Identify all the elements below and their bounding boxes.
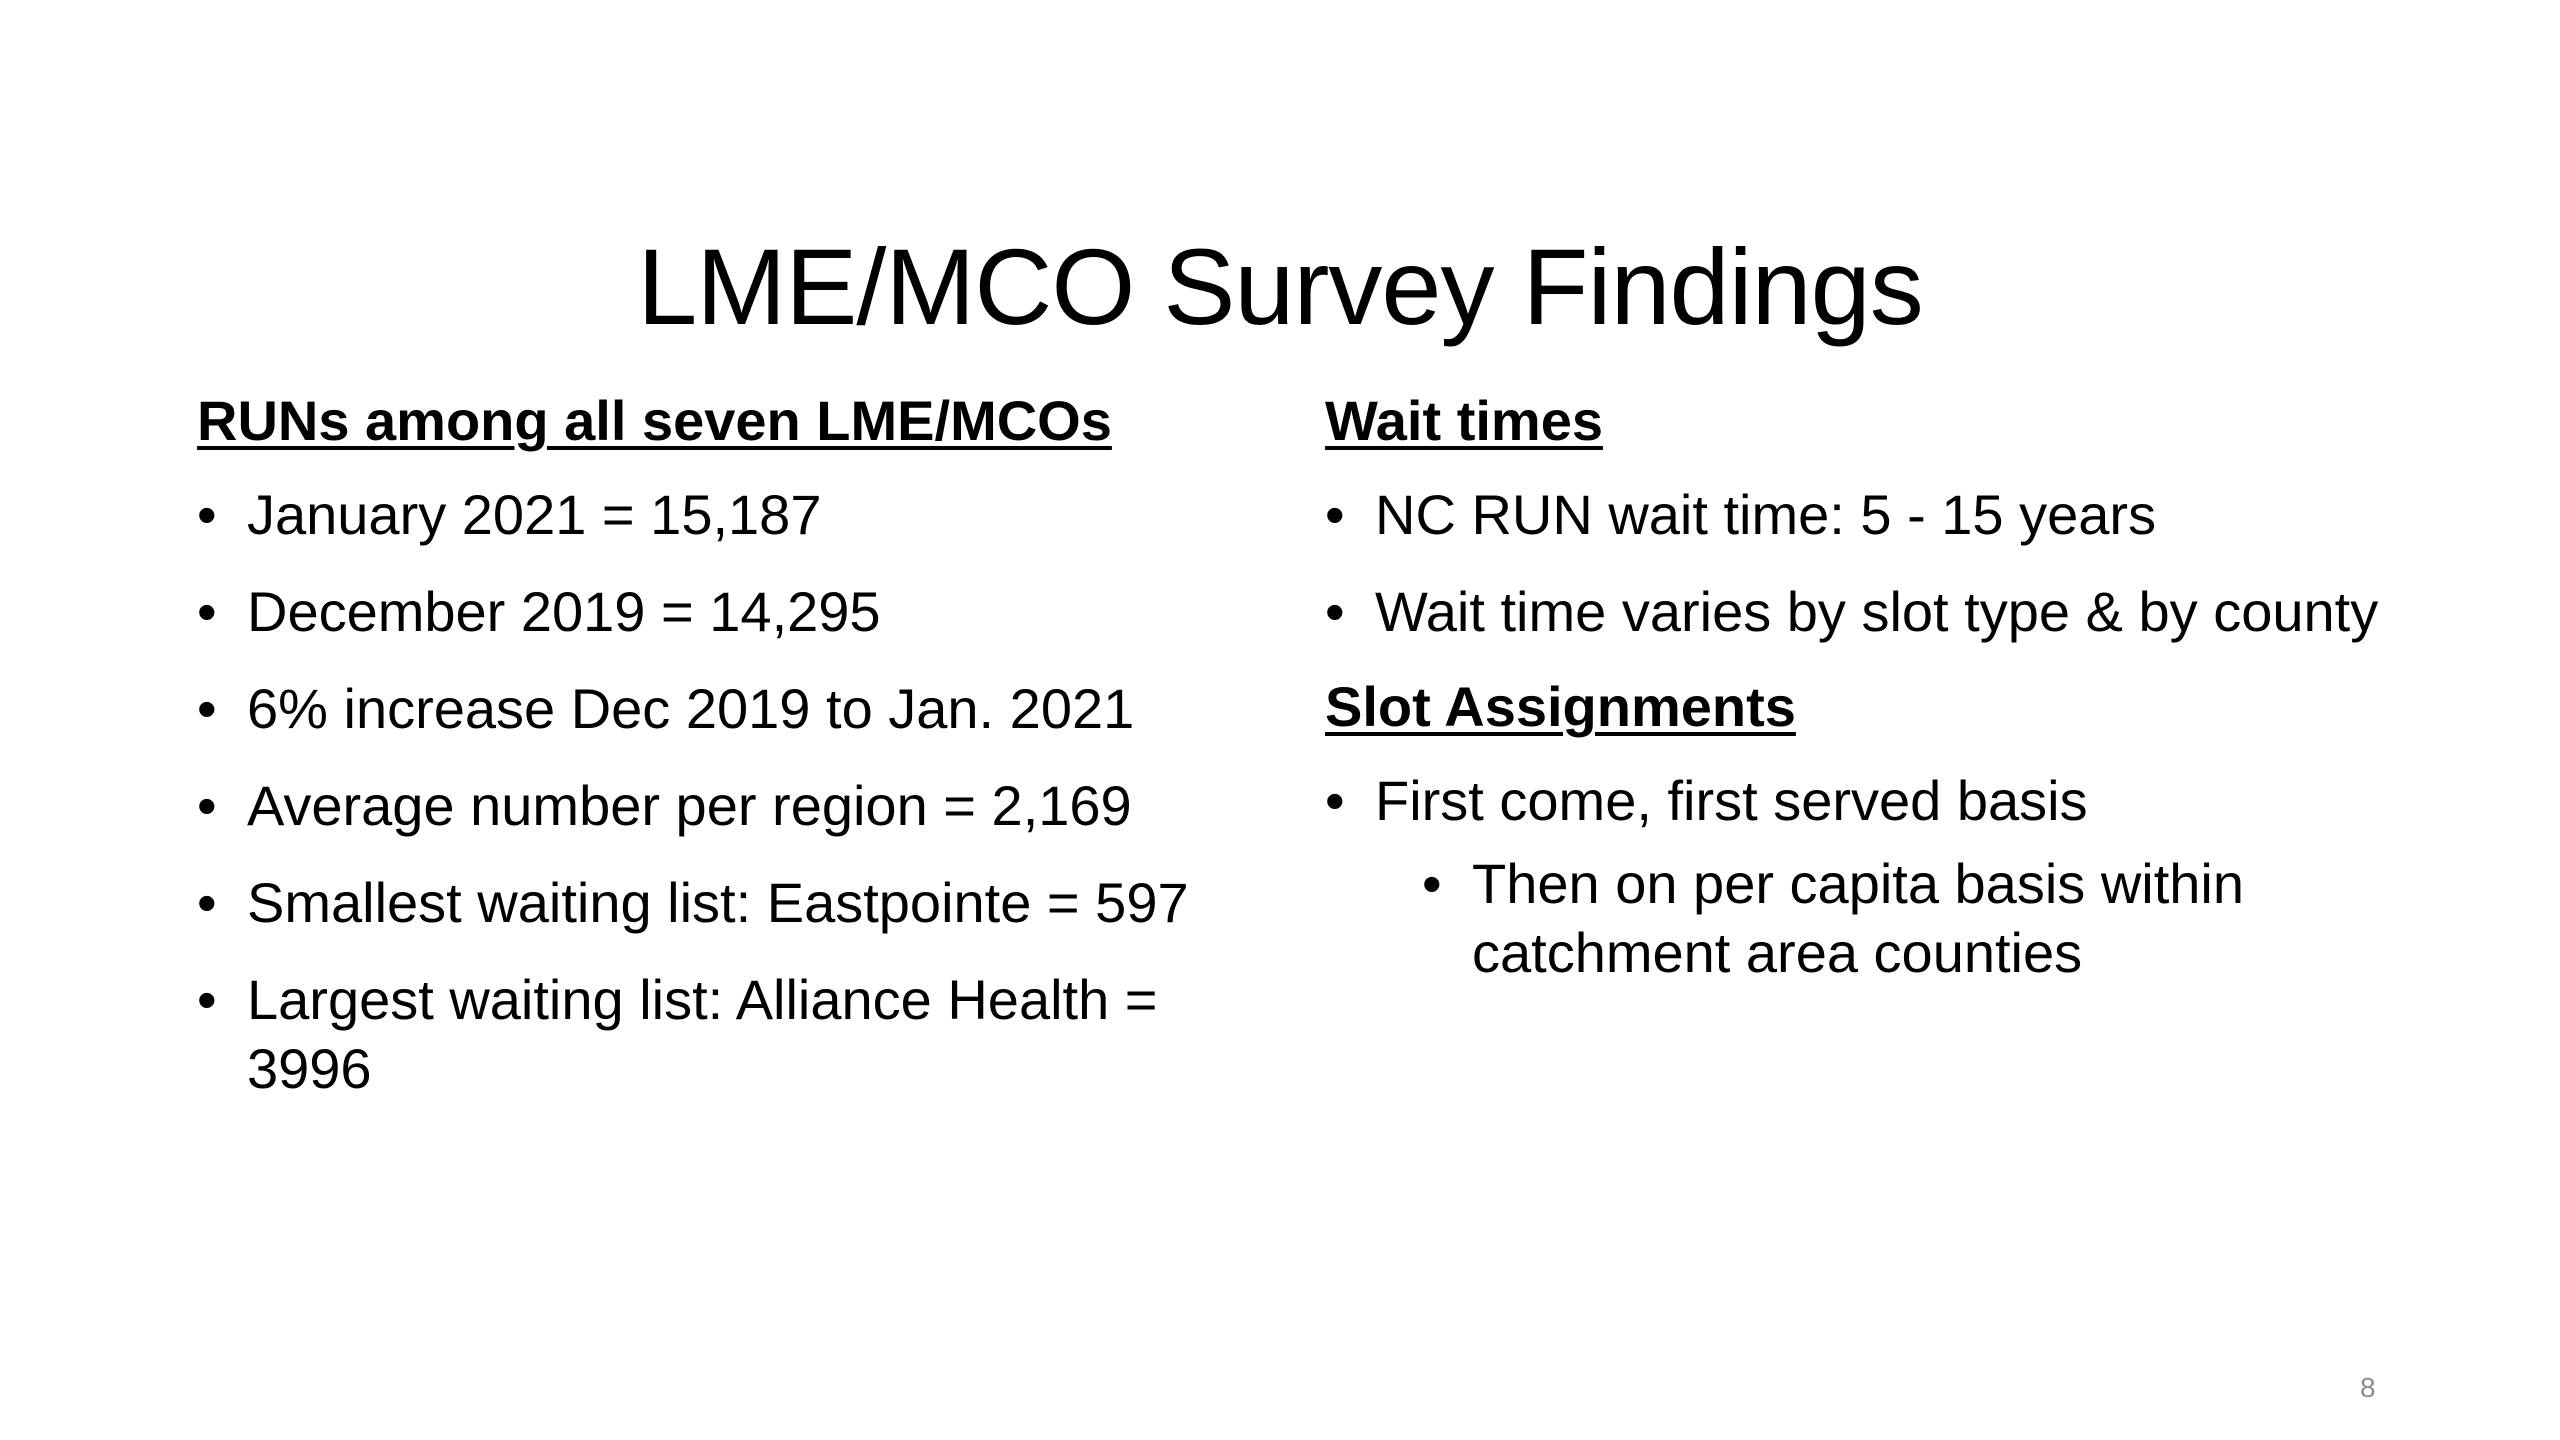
list-item: • NC RUN wait time: 5 - 15 years (1325, 480, 2425, 549)
list-item: • 6% increase Dec 2019 to Jan. 2021 (197, 674, 1277, 743)
sub-list-item: • Then on per capita basis within catchment area counties (1422, 849, 2425, 987)
list-item: • First come, first served basis (1325, 766, 2425, 835)
right-column (1325, 388, 2425, 1015)
list-item: • January 2021 = 15,187 (197, 480, 1277, 549)
list-item: • Average number per region = 2,169 (197, 771, 1277, 840)
list-item: • Largest waiting list: Alliance Health = 3996 (197, 965, 1277, 1103)
runs-heading: RUNs among all seven LME/MCOs (197, 389, 1112, 452)
list-item: • December 2019 = 14,295 (197, 577, 1277, 646)
left-column (197, 388, 1277, 1131)
list-item: • Wait time varies by slot type & by county (1325, 577, 2425, 646)
page-number: 8 (2360, 1372, 2376, 1403)
wait-times-heading: Wait times (1325, 389, 1603, 452)
slot-assignments-list (1325, 766, 2425, 987)
list-item: • Smallest waiting list: Eastpointe = 597 (197, 868, 1277, 937)
slide-title: LME/MCO Survey Findings (637, 226, 1923, 348)
slot-assignments-heading: Slot Assignments (1325, 675, 1796, 738)
wait-times-list (1325, 480, 2425, 646)
runs-list (197, 480, 1277, 1103)
